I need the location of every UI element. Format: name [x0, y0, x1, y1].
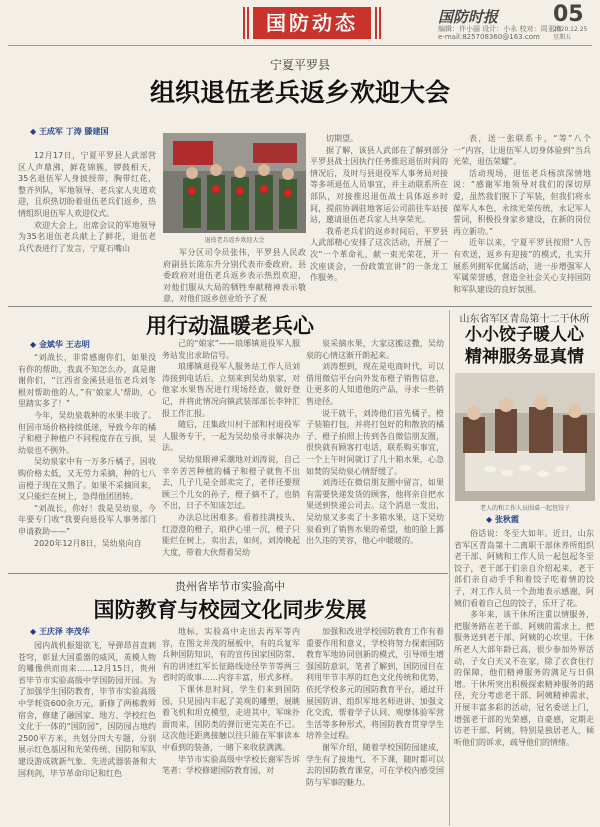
article3-headline-line1: 小小饺子暖人心 — [465, 325, 584, 345]
article2-headline: 用行动温暖老兵心 — [146, 314, 314, 338]
article1-column-3 — [310, 133, 448, 303]
article1-column-2 — [163, 247, 306, 303]
paragraph: 刘涛想到，现在是电商时代，可以借用微信平台向外发布橙子销售信息，让更多的人知道他的产品，寻求一些销售途径。 — [306, 362, 444, 406]
article2-column-2 — [162, 338, 300, 570]
article1-headline: 组织退伍老兵返乡欢迎大会 — [149, 78, 450, 107]
paragraph: 地标，实验高中走出去再军等内容，在图文并茂的展板中，有的兵复军兵种国防知识，有的宣传国家国防常、有的讲述红军长征路线途径毕节等两三省时的故事……内容丰富，形式多样。 — [162, 627, 300, 683]
article2-byline: ◆ 金斌华 王志明 — [30, 340, 90, 349]
paragraph: 活动现场，退伍老兵杨滨深情地说：“感谢军地领导对我们的深切厚爱，虽然我们脱下了军装，但我们将永葆军人本色，永续光荣传统，永记军人誓词，积极投身家乡建设，在新的岗位再立新功。” — [453, 168, 591, 236]
paragraph: 近年以来，宁夏平罗县按照“人告有欢送，返乡有迎接”的模式，扎实开展系列拥军优属活动，进一步增强军人军属荣誉感，营造全社会关心支持国防和军队建设的良好氛围。 — [453, 238, 591, 294]
paragraph: 说干就干，刘涛他们首先橘子，橙子装箱打包，并将打包好的和散放的橘子、橙子拍照上传到各自微信朋友圈，很快就有顾客打电话，联系购买事宜，一个上午时间就订了几十箱水果，心急如焚的吴幼泉心情舒缓了。 — [306, 408, 444, 476]
page-number: 05 — [553, 2, 584, 27]
article4-column-3 — [306, 626, 444, 826]
paragraph: 谢军介绍，随着学校国防园建成，学生有了接地气、不下课，随时都可以去的国防教育课堂，可在学校内感受国防与军事的魅力。 — [306, 742, 444, 787]
article1-photo-caption: 退役老兵返乡欢迎大会 — [204, 237, 265, 244]
article4-kicker: 贵州省毕节市实验高中 — [175, 580, 285, 593]
paragraph: 我希老兵们的返乡时间后，平罗县人武部精心安排了这次活动，开展了一次“一个革命礼，献一束光荣花，开一次座谈会，一份政策宣讲”的一条龙工作服务。 — [310, 226, 448, 283]
paragraph: 加强和改进学校国防教育工作有着重要作用和意义，学校将努力探索国防教育军地协同创新的模式，引导师生增强国防意识，笔者了解到，国防园目在利用毕节丰厚的红色文化传统和优势，依托学校多元的国防教育平台，通过开展国防讲、组织军地名师进讲、加强文化交流，帮着学子认同、观摩体验军营生活等多种形式，将国防教育贯穿学生培养全过程。 — [306, 627, 444, 741]
date: 2020.12.25 — [553, 26, 588, 33]
article4-byline: ◆ 王庆泽 李茂华 — [30, 627, 90, 636]
editor-line: 编辑：许小丽 设计：小永 校对：周亚南 — [438, 25, 562, 33]
paragraph: 园内战机振翅欲飞，导弹昂首直刺苍穹，彰显大国重器的威风，英模人物的雕像供而而来……12月15日，贵州省毕节市实验高级中学国防园开园。为了加强学生国防教育，毕节市实验高级中学耗资600余万元，新修了两栋教师宿舍，修建了融国家、地方、学校红色文化于一体的“国防园”，国防园占地约2500平方米，共划分四大专题，分别展示红色基因和光荣传统、国防和军队建设游成就新气象、先进武器装备和大国利剑，毕节革命印记和红色 — [18, 641, 156, 778]
article2-column-1 — [18, 352, 156, 570]
paragraph: 12月17日，宁夏平罗县人武部营区人声鼎沸，鲜花锦簇，锣鼓相天，35名退伍军人身披授带，胸带红花，整齐列队，军地领导、老兵家人夹道欢迎，且炽热切盼着退伍老兵们返乡，热情组织退伍军人欢迎仪式。 — [18, 151, 156, 218]
article1-photo — [163, 133, 306, 233]
paragraph: 军分区司令员张伟，平罗县人民政府副县长陈东升分别代表市委政府，县委政府对退伍老兵返乡表示热烈欢迎，对他们服从大局的牺牲奉献精神表示敬意，对他们返乡创业给予了祝 — [163, 248, 306, 303]
paragraph: 俗话说：冬至大如年。近日，山东省军区青岛第十二离职干部休养所组织老干部、阿姨和工作人员一起包起冬至饺子，老干部于们亲自介绍起来，老干部们亲自动手手和着饺子吃着情的饺子，对工作人员一个劲地表示感谢，阿姨们看着自己包的饺子，乐开了花。 — [454, 529, 594, 608]
paragraph: 2020年12月8日，吴幼泉向自 — [34, 538, 142, 548]
paragraph: 下课休息时间，学生们来到国防园，只见园内丰起了美观的雕塑，展眺着飞机和坦克模型，走进其中，军味扑面而来，国防类的弹衍更完美在不已。这次他还距离接触以往只能在军事读本中看到的装备，一睹下来收获满满。 — [162, 684, 300, 752]
paragraph: 表，送一张联系卡，“等”八个一“内容，让退伍军人切身体验到“当兵光荣，退伍荣耀”。 — [453, 134, 591, 167]
paragraph: 己的“娘家”——琅琊镇退役军人服务站发出求助信号。 — [162, 339, 300, 360]
article1-kicker: 宁夏平罗县 — [269, 58, 330, 72]
paragraph: 据了解，该县人武部在了解到部分平罗县战士因执行任务推迟退伍时间的情况后，及时与县退役军人事务局对接等多项退伍人员事宜，并主动联系所在部队，对接推迟退伍战士具体返乡时间，提前协调驻地客运公司前往车站接站，邀请退伍老兵家人共享荣光。 — [310, 145, 448, 225]
paragraph: 毕节市实验高级中学校长谢军告诉笔者：学校修建国防教育园，对 — [162, 754, 300, 776]
paragraph: 随后，汪集政川村干部和村退役军人服务专干，一起为吴幼泉寻求解决办法。 — [162, 420, 300, 453]
paragraph: “刘战长，你好！我是吴幼泉，今年要专门收“我要向退役军人事务部门申请救助——” — [18, 503, 156, 536]
article1-column-4 — [453, 133, 591, 303]
date-block — [553, 26, 587, 42]
article4-headline: 国防教育与校园文化同步发展 — [93, 598, 367, 622]
paragraph: 泉采摘水果，大家这搬这撒，吴幼泉的心情这渐开朗起来。 — [306, 339, 444, 360]
article4-column-1 — [18, 640, 156, 826]
paragraph: 吴幼泉眼神采潮地对刘涛说，自己辛辛苦苦种植的橘子和橙子就售不出去，几子几是全部卖完了，老伴还要照顾三个儿女的孙子，橙子摘不了，也销不出，日子不知该怎过。 — [162, 454, 300, 511]
article4-column-2 — [162, 626, 300, 826]
paragraph: 办法总比困难多。看着挂满枝头、红澄澄的橙子，琅伊心里一沉，橙子只能烂在树上，卖出去，如何，刘涛晚起大度，带着大伙帮着吴幼 — [162, 512, 300, 557]
article1-divider — [8, 306, 592, 307]
paragraph: 刘涛还在微信朋友圈中留言，如果有需要快递发货的顾客，他将亲自把水果送到快递公司去。这个消息一发出，吴幼泉又多卖了十多箱水果，这下吴幼泉看到了销售水果的希望，他的脸上露出久违的笑容，他心中暖暖的。 — [306, 478, 444, 546]
article3-headline-line2: 精神服务显真情 — [465, 347, 584, 367]
article3-photo — [455, 373, 595, 501]
article3-column — [454, 528, 594, 826]
email-line: e-mail:825708360@163.com — [438, 33, 540, 41]
column-divider — [449, 310, 450, 826]
header-divider — [8, 45, 592, 46]
section-title: 国防动态 — [253, 7, 371, 39]
article1-byline: ◆ 王成军 丁涛 滕建国 — [30, 127, 109, 136]
article3-photo-caption: 老人的和工作人员围桌一起包饺子 — [479, 505, 570, 512]
paragraph: 切期望。 — [326, 134, 358, 143]
article2-divider — [8, 573, 448, 574]
page-header — [0, 0, 600, 44]
article3-byline: ◆ 张秋霞 — [486, 515, 519, 524]
article3-kicker: 山东省军区青岛第十二干休所 — [459, 314, 590, 325]
article1-column-1 — [18, 150, 156, 288]
article2-column-3 — [306, 338, 444, 570]
paragraph: 欢迎大会上，出席会议的军地领导为35名退伍老兵献上了鲜花，退伍老兵代表进行了发言，宁夏石嘴山 — [18, 220, 156, 253]
paragraph: 琅琊镇退役军人服务站工作人员刘涛接到电话后，立刻来到吴幼泉家，对他家水果售况进行现场经查，做好登记，并将此情况向镇武装部部长李钟汇报工作汇报。 — [162, 362, 300, 418]
article3-headline — [452, 324, 597, 368]
paragraph: 多年来，该干休所注重以情服务，把服务路在老干部、阿姨的需求上，把服务送到老干部、阿姨的心坎里。干休所老人大部年龄已高，很少参加外界活动，子女白天又不在家，除了衣食住行的保障，他们精神服务的满足与日俱增。干休所突出积极探索精神服务的路径，充分考虑老干部、阿姨精神需求，开展丰富多彩的活动，冠名委送上门，增强老干部的光荣感，自豪感，定期走访老干部、阿姨，特别是独居老人，倾听他们的诉求，疏导他们的情绪。 — [454, 610, 594, 747]
masthead: 国防时报 — [438, 8, 499, 26]
paragraph: 吴幼泉家中有一万多斤橘子，因收购价格太低，又无劳力采摘，种的七八亩橙子现在又熟了。如果不采摘回来，又只能烂在树上，急得他团团转。 — [18, 457, 156, 502]
weekday: 星期五 — [553, 34, 572, 41]
paragraph: 今年，吴幼泉栽种的水果丰收了。但因市场价格持续低迷，导致今年的橘子和橙子种植户不同程度存在亏损，吴幼泉也不例外。 — [18, 410, 156, 455]
paragraph: “刘战长，非常感谢你们，如果没有你的帮助，我真不知怎么办，真是谢谢你们，“江西省金溪县退伍老兵刘冬根对帮助他的人，”有‘娘家人’帮助，心里踏实多了！” — [18, 353, 156, 409]
